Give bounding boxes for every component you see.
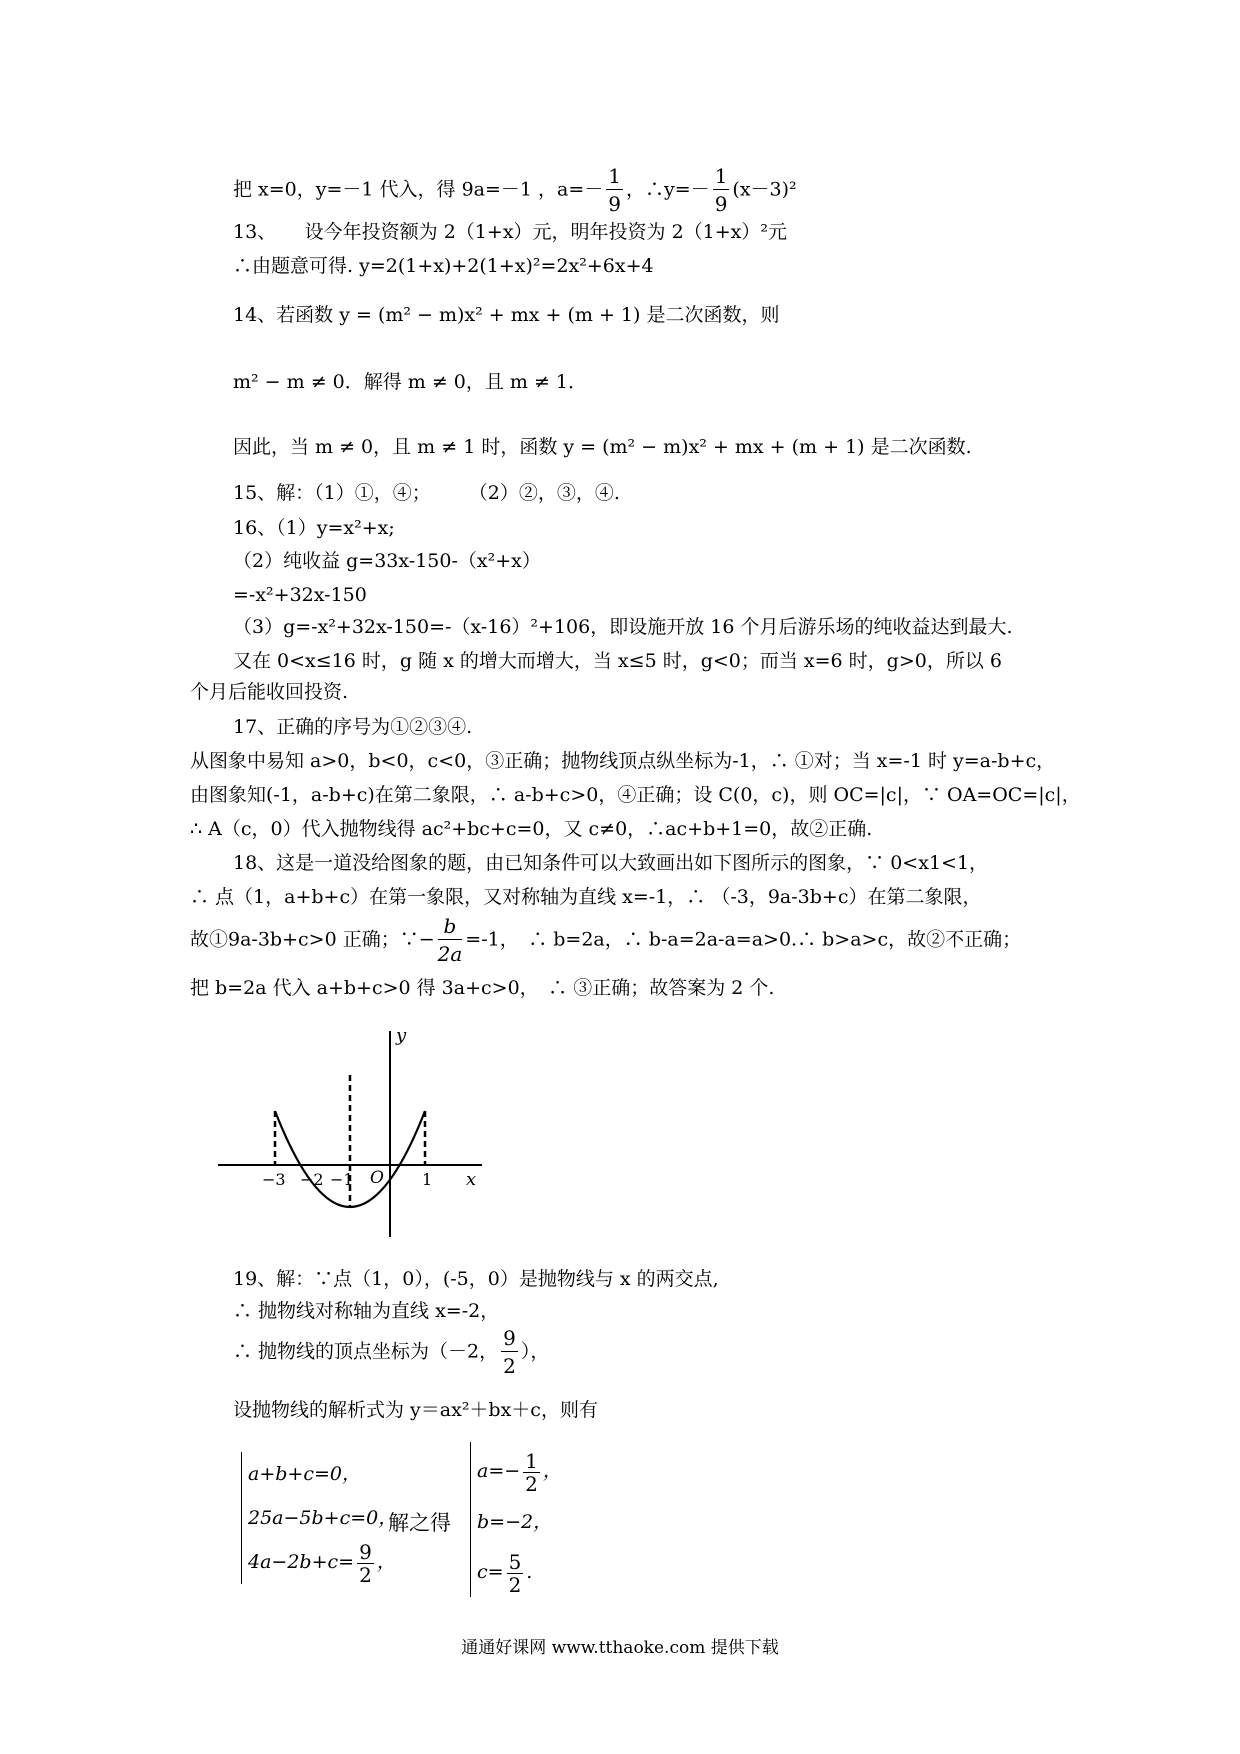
fraction-numerator: 1: [608, 164, 622, 188]
fraction-numerator: 1: [714, 164, 728, 188]
answer-17-line-4: ∴ A（c，0）代入抛物线得 ac²+bc+c=0，又 c≠0，∴ac+b+1=0，故②正确.: [190, 818, 873, 840]
answer-12-tail: (x－3)²: [732, 178, 797, 201]
answer-17-line-2: 从图象中易知 a>0，b<0，c<0，③正确；抛物线顶点纵坐标为-1，∴ ①对；当 x=-1 时 y=a-b+c，: [190, 750, 1056, 772]
answer-16-line-2: （2）纯收益 g=33x-150-（x²+x）: [233, 550, 541, 572]
fraction: [357, 1541, 374, 1586]
answer-18-line-3: [190, 913, 1021, 968]
origin-label: O: [370, 1168, 384, 1188]
answer-19-line-3: [233, 1325, 549, 1380]
answer-17-line-3: 由图象知(-1，a-b+c)在第二象限，∴ a-b+c>0，④正确；设 C(0，c)，则 OC=|c|，∵ OA=OC=|c|，: [190, 784, 1081, 806]
parabola-graph: [214, 1025, 494, 1245]
tick-label-minus-2: −2: [300, 1170, 324, 1189]
solution-a-pre: a=−: [477, 1460, 521, 1482]
fraction-denominator: 9: [714, 192, 728, 216]
answer-12-mid: ，∴y=－: [626, 178, 710, 201]
fraction-numerator: b: [438, 913, 463, 940]
tick-label-1: 1: [422, 1170, 433, 1189]
answer-16-line-4: （3）g=-x²+32x-150=-（x-16）²+106，即设施开放 16 个月后游乐场的纯收益达到最大.: [233, 616, 1013, 638]
system-eq-1: a+b+c=0，: [248, 1463, 361, 1485]
fraction: [501, 1325, 518, 1380]
answer-18-line-3-pre: 故①9a-3b+c>0 正确；∵−: [190, 928, 435, 951]
answer-17-line-1: 17、正确的序号为①②③④.: [233, 716, 473, 738]
page-footer: 通通好课网 www.tthaoke.com 提供下载: [461, 1638, 779, 1658]
solution-a-post: ，: [542, 1460, 562, 1482]
answer-19-line-1: 19、解：∵点（1，0），(-5，0）是抛物线与 x 的两交点,: [233, 1268, 719, 1290]
answer-14-line-2: m² − m ≠ 0．解得 m ≠ 0，且 m ≠ 1．: [233, 371, 588, 393]
answer-18-line-2: ∴ 点（1，a+b+c）在第一象限，又对称轴为直线 x=-1，∴ （-3，9a-3b+c）在第二象限，: [190, 886, 982, 908]
fraction: [606, 163, 623, 218]
fraction: [507, 1551, 524, 1596]
answer-19-line-2: ∴ 抛物线对称轴为直线 x=-2，: [233, 1300, 500, 1322]
answer-18-line-4: 把 b=2a 代入 a+b+c>0 得 3a+c>0， ∴ ③正确；故答案为 2 个.: [190, 977, 775, 999]
solve-label: 解之得: [388, 1511, 451, 1535]
tick-label-minus-1: −1: [330, 1170, 354, 1189]
system-eq-3: [248, 1539, 397, 1587]
equation-system-right: [470, 1442, 562, 1597]
fraction-denominator: 9: [608, 192, 622, 216]
fraction-numerator: 1: [525, 1448, 538, 1473]
y-axis-label: y: [396, 1025, 407, 1046]
fraction: [523, 1450, 540, 1495]
system-eq-3-pre: 4a−2b+c=: [248, 1551, 355, 1573]
answer-14-line-3: 因此，当 m ≠ 0，且 m ≠ 1 时，函数 y = (m² − m)x² + mx + (m + 1) 是二次函数.: [233, 436, 972, 458]
answer-18-line-3-post: =-1， ∴ b=2a，∴ b-a=2a-a=a>0.∴ b>a>c，故②不正确；: [465, 928, 1022, 951]
fraction: [438, 913, 463, 968]
x-axis-label: x: [466, 1169, 477, 1190]
fraction-denominator: 2: [525, 1471, 538, 1496]
answer-14-line-1: 14、若函数 y = (m² − m)x² + mx + (m + 1) 是二次函数，则: [233, 304, 780, 326]
answer-18-line-1: 18、这是一道没给图象的题，由已知条件可以大致画出如下图所示的图象，∵ 0<x1<1，: [233, 852, 989, 874]
system-eq-2: 25a−5b+c=0，: [248, 1507, 398, 1529]
answer-16-line-5: 又在 0<x≤16 时，g 随 x 的增大而增大，当 x≤5 时，g<0；而当 x=6 时，g>0，所以 6: [233, 650, 1002, 672]
solution-c: [477, 1544, 562, 1600]
answer-19-line-3-pre: ∴ 抛物线的顶点坐标为（－2，: [233, 1340, 499, 1363]
fraction-denominator: 2a: [437, 942, 463, 966]
fraction-denominator: 2: [508, 1572, 522, 1597]
tick-label-minus-3: −3: [262, 1170, 286, 1189]
system-eq-3-post: ，: [376, 1551, 396, 1573]
fraction: [713, 163, 730, 218]
solution-a: [477, 1442, 562, 1500]
answer-19-line-4: 设抛物线的解析式为 y＝ax²＋bx＋c，则有: [233, 1399, 598, 1421]
answer-13-line-1: 13、 设今年投资额为 2（1+x）元，明年投资为 2（1+x）²元: [233, 221, 787, 243]
answer-16-line-3: =-x²+32x-150: [233, 584, 367, 606]
solution-b: b=−2，: [477, 1511, 553, 1533]
answer-12-text: 把 x=0，y=－1 代入，得 9a=－1 ，a=－: [233, 178, 604, 201]
answer-13-line-2: ∴由题意可得. y=2(1+x)+2(1+x)²=2x²+6x+4: [233, 255, 654, 277]
answer-16-line-6: 个月后能收回投资.: [190, 681, 349, 703]
fraction-denominator: 2: [503, 1354, 516, 1378]
fraction-numerator: 9: [503, 1326, 516, 1350]
answer-16-line-1: 16、（1）y=x²+x;: [233, 517, 395, 539]
solution-c-post: .: [526, 1561, 533, 1583]
fraction-numerator: 5: [508, 1549, 522, 1574]
solution-c-pre: c=: [477, 1561, 504, 1583]
equation-system-left: [241, 1452, 398, 1587]
fraction-denominator: 2: [359, 1562, 372, 1587]
fraction-numerator: 9: [359, 1539, 372, 1564]
answer-12-line: [233, 163, 797, 218]
answer-19-line-3-post: ），: [520, 1340, 550, 1363]
answer-15-line: 15、解：（1）①，④； （2）②，③，④.: [233, 482, 620, 504]
